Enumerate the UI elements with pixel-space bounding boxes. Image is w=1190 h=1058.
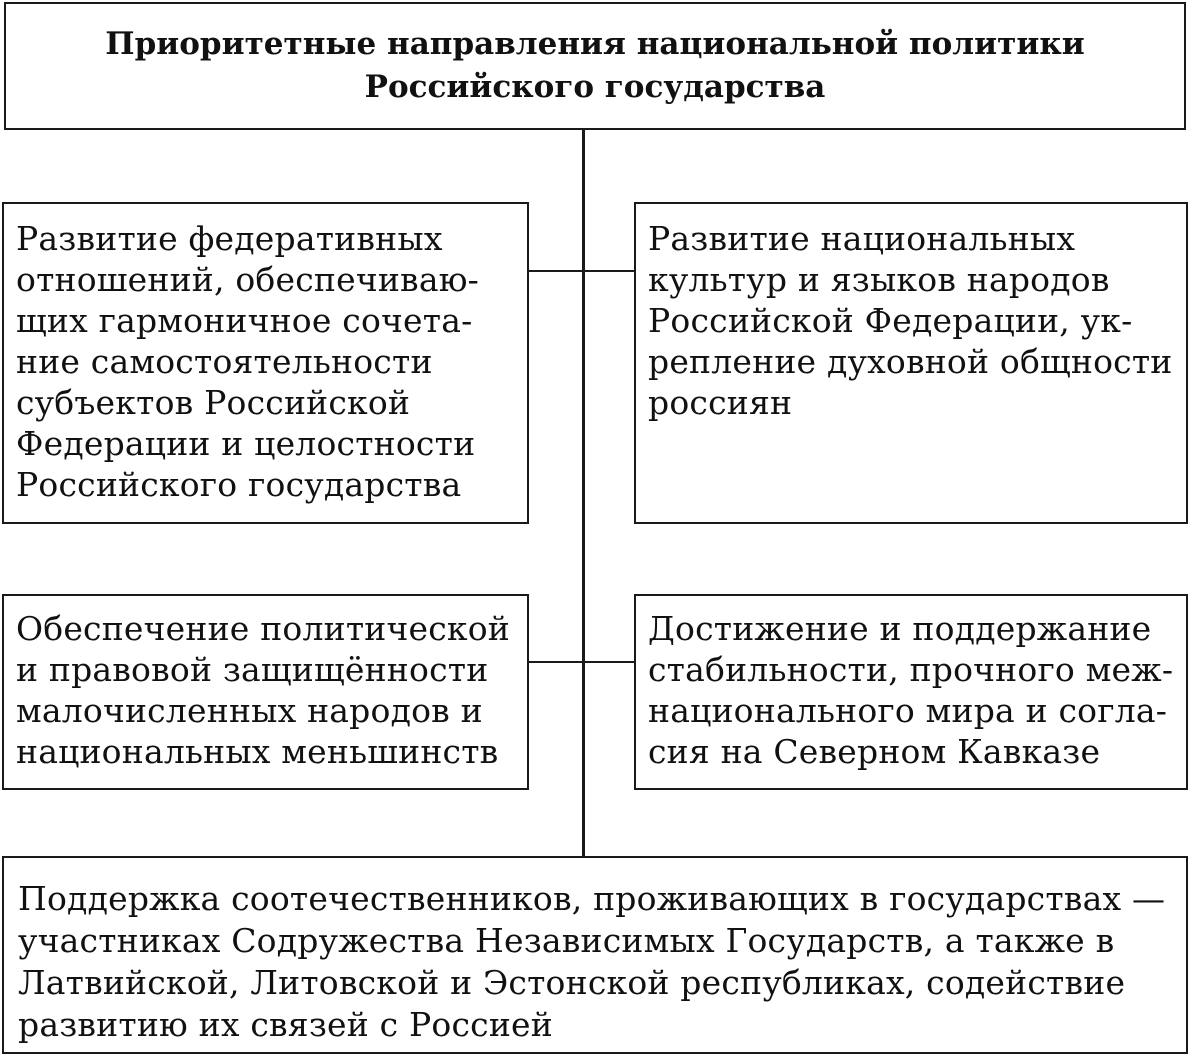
direction-text-national-cultures: Развитие национальных культур и языков народов Российской Федерации, ук- репление духовной общности россиян bbox=[648, 219, 1173, 422]
direction-text-federative-relations: Развитие федеративных отношений, обеспечиваю- щих гармоничное сочета- ние самостоятельности субъектов Российской Федерации и целостности Российского государства bbox=[16, 219, 479, 504]
diagram-title-box bbox=[4, 2, 1186, 130]
direction-text-north-caucasus-stability: Достижение и поддержание стабильности, прочного меж- национального мира и согла- сия на Северном Кавказе bbox=[648, 609, 1174, 771]
middle-horizontal-connector bbox=[529, 661, 634, 663]
direction-box-federative-relations bbox=[2, 202, 529, 524]
direction-box-north-caucasus-stability bbox=[634, 594, 1188, 790]
direction-text-compatriots-support: Поддержка соотечественников, проживающих в государствах — участниках Содружества Независимых Государств, а также в Латвийской, Литовской и Эстонской республиках, содействие развитию их связей с Россией bbox=[18, 879, 1166, 1044]
direction-box-minorities-protection bbox=[2, 594, 529, 790]
direction-box-national-cultures bbox=[634, 202, 1188, 524]
direction-text-minorities-protection: Обеспечение политической и правовой защищённости малочисленных народов и национальных меньшинств bbox=[16, 609, 510, 771]
main-vertical-connector bbox=[582, 130, 585, 856]
direction-box-compatriots-support bbox=[2, 856, 1188, 1054]
diagram-title: Приоритетные направления национальной политики Российского государства bbox=[105, 26, 1085, 105]
upper-horizontal-connector bbox=[529, 270, 634, 272]
